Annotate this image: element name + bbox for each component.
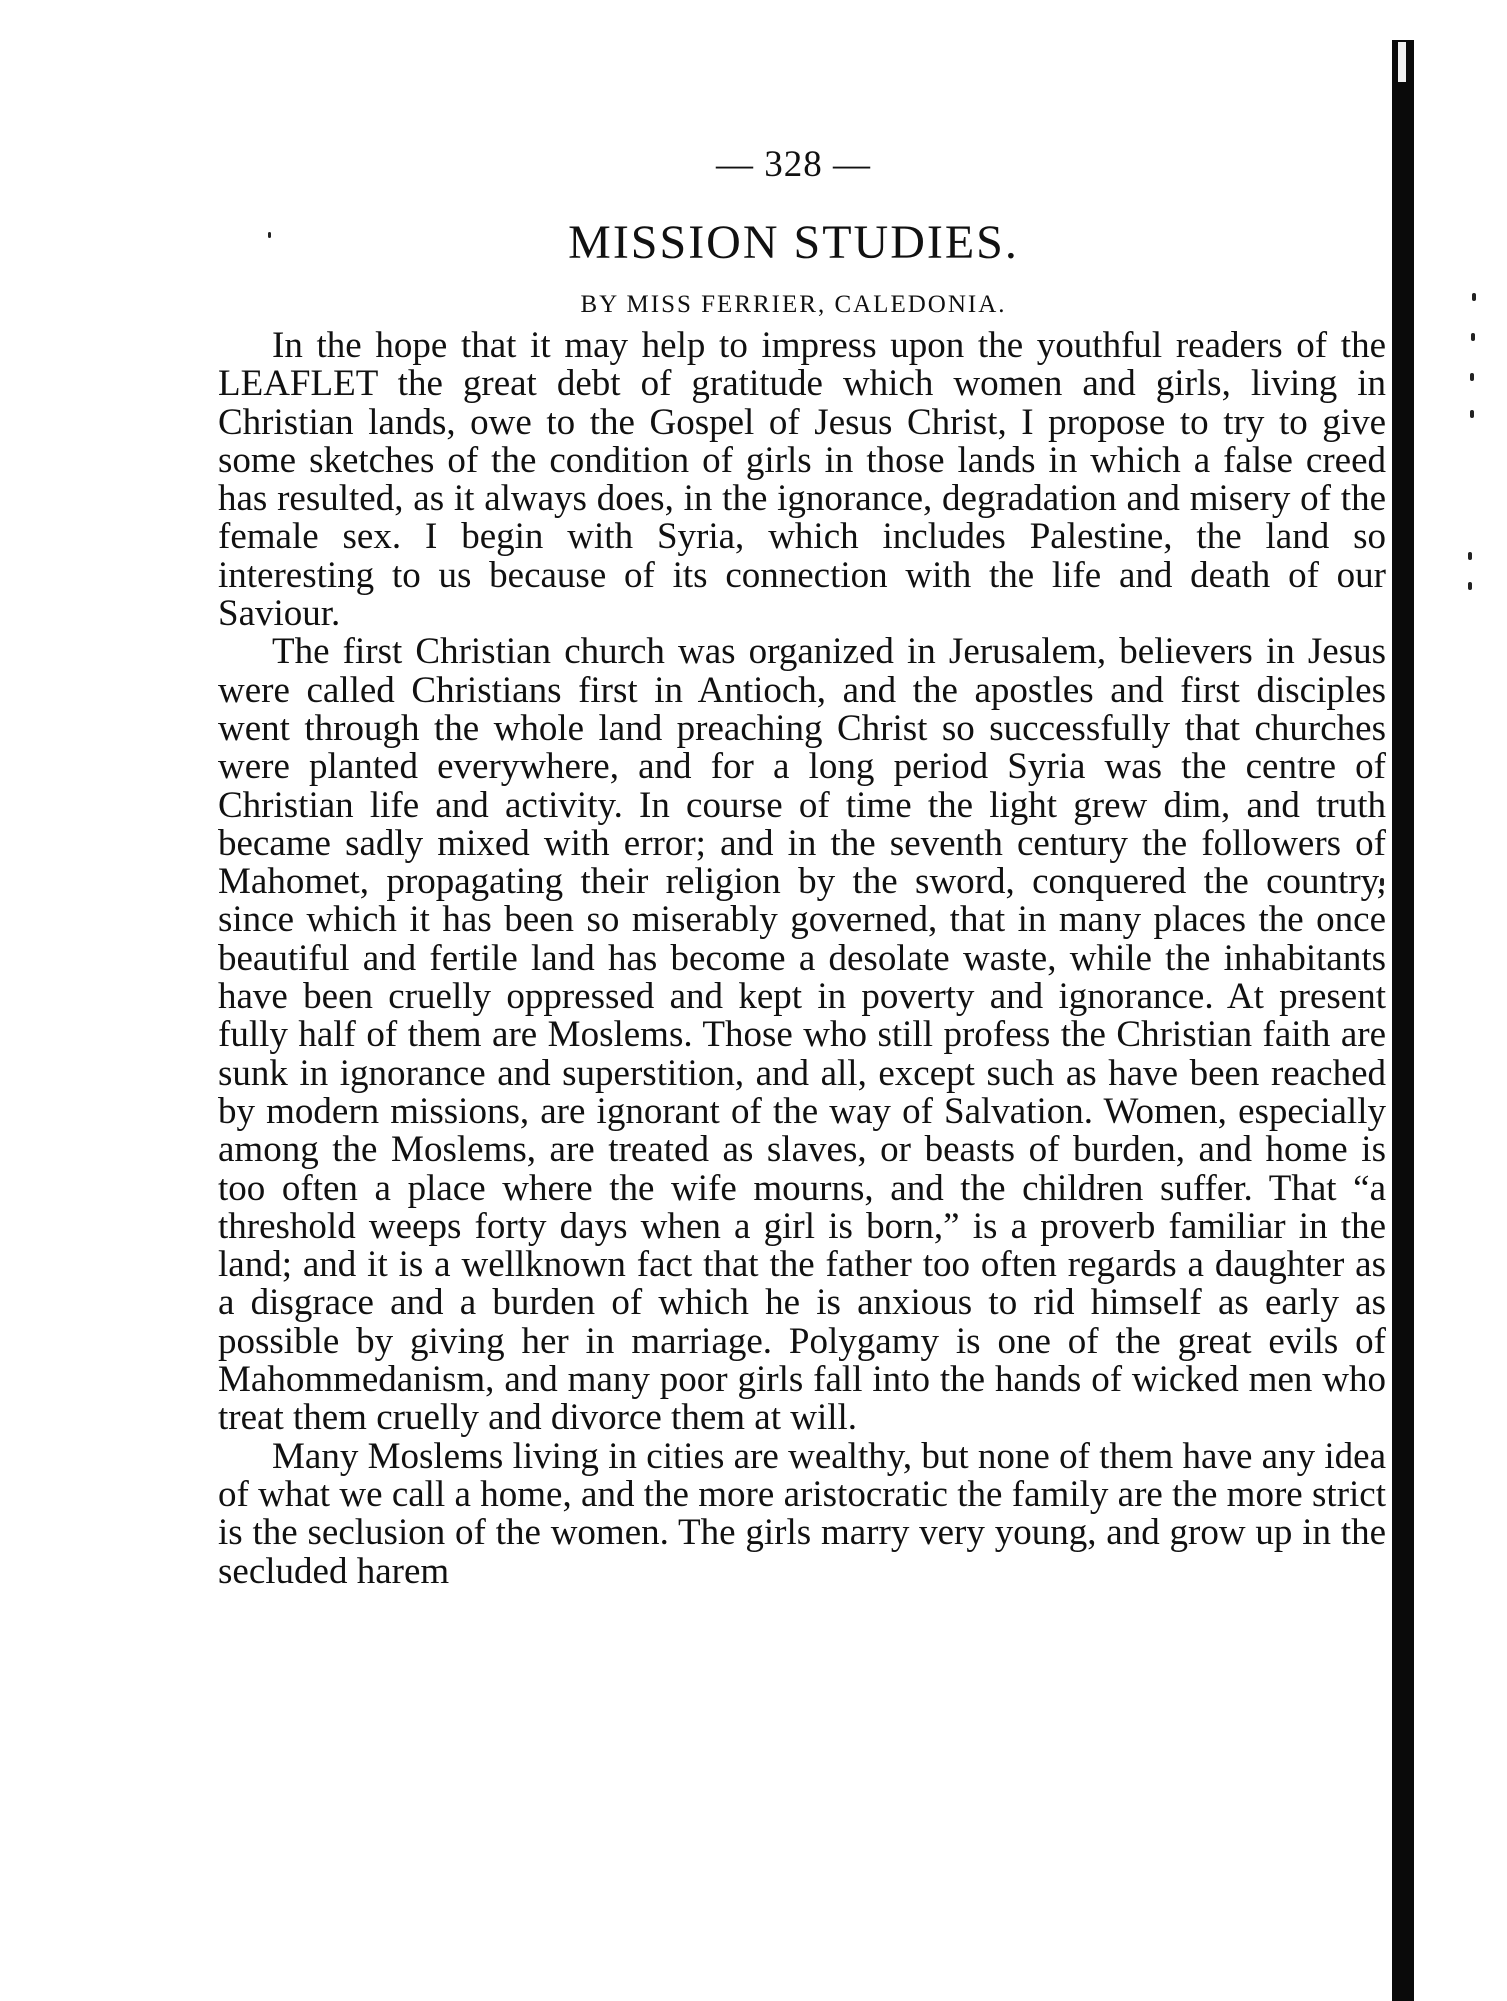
paragraph: The first Christian church was organized in Jerusalem, believers in Jesus were called Christians first in Antioch, and the apostles and first disciples went through the whole land preaching Christ so successfully that churches were planted everywhere, and for a long period Syria was the centre of Christian life and activity. In course of time the light grew dim, and truth became sadly mixed with error; and in the seventh century the followers of Mahomet, propagating their religion by the sword, conquered the country, since which it has been so miserably governed, that in many places the once beautiful and fertile land has become a desolate waste, while the inhabitants have been cruelly oppressed and kept in poverty and ignorance. At present fully half of them are Moslems. Those who still profess the Christian faith are sunk in ignorance and superstition, and all, except such as have been reached by modern missions, are ignorant of the way of Salvation. Women, especially among the Moslems, are treated as slaves, or beasts of burden, and home is too often a place where the wife mourns, and the children suffer. That “a threshold weeps forty days when a girl is born,” is a proverb familiar in the land; and it is a wellknown fact that the father too often regards a daughter as a disgrace and a burden of which he is anxious to rid himself as early as possible by giving her in marriage. Polygamy is one of the great evils of Mahommedanism, and many poor girls fall into the hands of wicked men who treat them cruelly and divorce them at will. (218, 631, 1386, 1439)
margin-speck (1470, 410, 1474, 418)
article-body (218, 327, 1386, 1591)
paragraph: In the hope that it may help to impress upon the youthful readers of the LEAFLET the great debt of gratitude which women and girls, living in Christian lands, owe to the Gospel of Jesus Christ, I propose to try to give some sketches of the condition of girls in those lands in which a false creed has resulted, as it always does, in the ignorance, degradation and misery of the female sex. I begin with Syria, which includes Palestine, the land so interesting to us because of its connection with the life and death of our Saviour. (218, 325, 1386, 635)
margin-speck (1468, 582, 1472, 590)
page-binding-highlight (1398, 42, 1406, 82)
page-binding-shadow (1392, 40, 1414, 2001)
margin-speck (1471, 333, 1475, 341)
paragraph: Many Moslems living in cities are wealthy, but none of them have any idea of what we call a home, and the more aristocratic the family are the more strict is the seclusion of the women. The girls marry very young, and grow up in the secluded harem (218, 1435, 1386, 1592)
page-number: — 328 — (716, 144, 871, 185)
margin-speck (1468, 552, 1472, 560)
article-byline: BY MISS FERRIER, CALEDONIA. (580, 291, 1007, 318)
article-title: MISSION STUDIES. (568, 216, 1019, 269)
margin-speck (1470, 373, 1474, 381)
